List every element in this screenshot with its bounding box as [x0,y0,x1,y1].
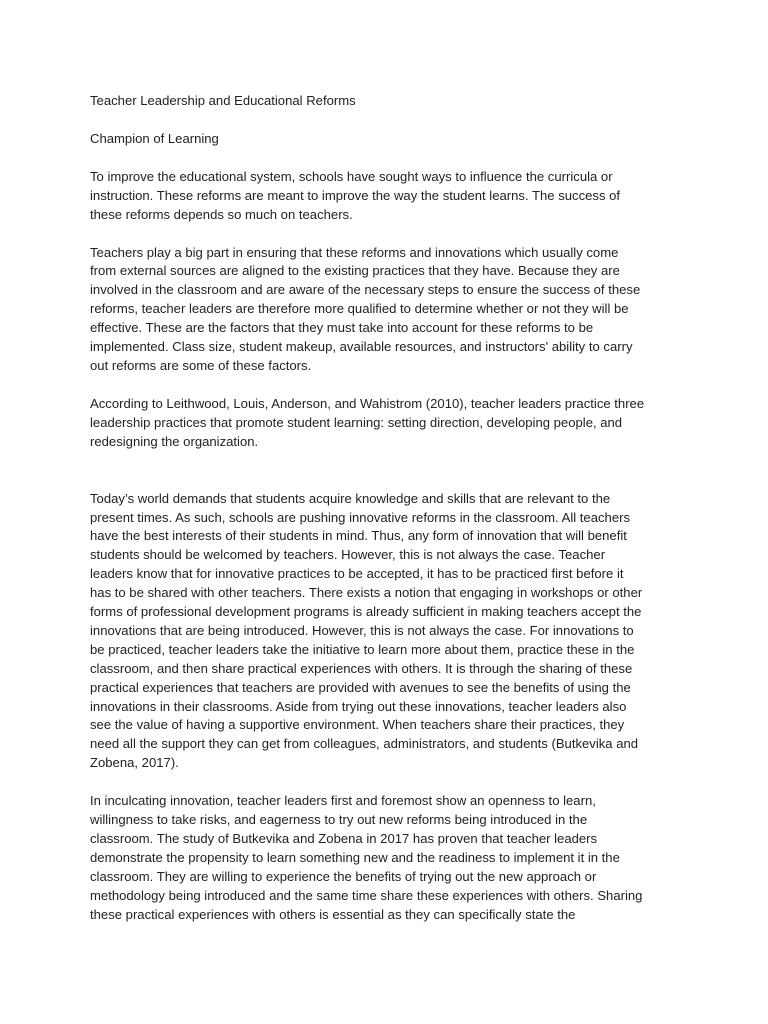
paragraph-line: innovations in their classrooms. Aside from trying out these innovations, teacher leaders also [90,698,627,714]
paragraph-line: students should be welcomed by teachers. However, this is not always the case. Teacher [90,547,606,563]
paragraph-line: leaders know that for innovative practices to be accepted, it has to be practiced first before it [90,566,624,582]
paragraph-line: demonstrate the propensity to learn something new and the readiness to implement it in the [90,849,620,865]
paragraph-line: To improve the educational system, schools have sought ways to influence the curricula or [90,168,613,184]
paragraph-line: involved in the classroom and are aware of the necessary steps to ensure the success of these [90,282,641,298]
paragraph-3 [90,395,682,452]
paragraph-line: redesigning the organization. [90,433,259,449]
paragraph-line: innovations that are being introduced. However, this is not always the case. For innovations to [90,622,634,638]
paragraph-line: reforms, teacher leaders are therefore more qualified to determine whether or not they will be [90,301,629,317]
paragraph-line: see the value of having a supportive environment. When teachers share their practices, they [90,717,625,733]
paragraph-line: these practical experiences with others is essential as they can specifically state the [90,906,576,922]
paragraph-line: be practiced, teacher leaders take the initiative to learn more about them, practice these in the [90,641,635,657]
paragraph-2 [90,244,682,376]
paragraph-line: According to Leithwood, Louis, Anderson, and Wahistrom (2010), teacher leaders practice three [90,395,645,411]
paragraph-line: Zobena, 2017). [90,755,179,771]
paragraph-line: from external sources are aligned to the existing practices that they have. Because they are [90,263,620,279]
paragraph-line: classroom, and then share practical experiences with others. It is through the sharing of these [90,660,633,676]
paragraph-line: Teachers play a big part in ensuring that these reforms and innovations which usually come [90,244,619,260]
paragraph-line: present times. As such, schools are pushing innovative reforms in the classroom. All teachers [90,509,631,525]
paragraph-line: forms of professional development programs is already sufficient in making teachers accept the [90,604,642,620]
document-page [90,92,682,944]
paragraph-line: classroom. The study of Butkevika and Zobena in 2017 has proven that teacher leaders [90,831,598,846]
paragraph-line: instruction. These reforms are meant to improve the way the student learns. The success of [90,187,621,203]
paragraph-line: leadership practices that promote student learning: setting direction, developing people, and [90,414,623,430]
paragraph-line: have the best interests of their students in mind. Thus, any form of innovation that will benefit [90,528,627,544]
paragraph-line: Today’s world demands that students acquire knowledge and skills that are relevant to the [90,490,611,506]
paragraph-line: practical experiences that teachers are provided with avenues to see the benefits of using the [90,679,631,695]
paragraph-line: methodology being introduced and the same time share these experiences with others. Sharing [90,887,643,903]
paragraph-line: classroom. They are willing to experience the benefits of trying out the new approach or [90,868,597,884]
paragraph-line: In inculcating innovation, teacher leaders first and foremost show an openness to learn, [90,793,596,809]
paragraph-4 [90,490,682,774]
section-heading: Champion of Learning [90,130,219,146]
paragraph-line: willingness to take risks, and eagerness to try out new reforms being introduced in the [90,812,588,828]
paragraph-5 [90,792,682,924]
paragraph-line: effective. These are the factors that they must take into account for these reforms to be [90,320,594,336]
document-title: Teacher Leadership and Educational Reforms [90,93,356,108]
paragraph-line: implemented. Class size, student makeup, available resources, and instructors' ability to carry [90,339,633,355]
paragraph-1 [90,168,682,225]
paragraph-line: these reforms depends so much on teachers. [90,206,353,222]
paragraph-line: has to be shared with other teachers. There exists a notion that engaging in workshops or other [90,585,643,601]
paragraph-line: out reforms are some of these factors. [90,357,312,373]
paragraph-line: need all the support they can get from colleagues, administrators, and students (Butkevika and [90,736,639,752]
